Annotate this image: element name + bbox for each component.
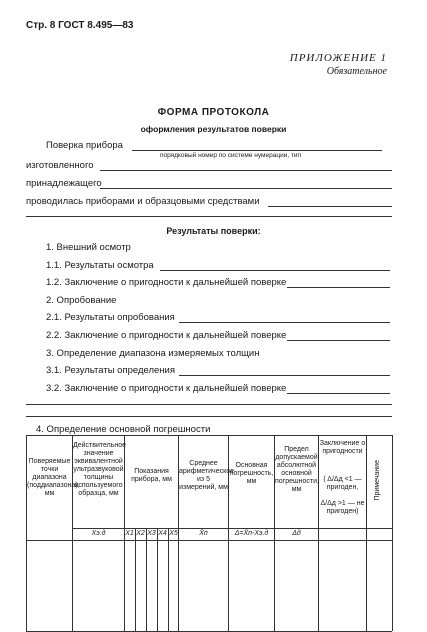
results-item: 3.2. Заключение о пригодности к дальнейшей поверке [46,382,287,394]
col-symbol-limit: Δд [292,530,301,537]
intro-field-manufactured [100,170,392,171]
intro-field-device [132,150,382,151]
results-item-field [179,322,390,323]
intro-label-instruments: проводилась приборами и образцовыми средствами [26,196,260,207]
results-item-field [287,393,390,394]
blank-line-2 [26,416,392,417]
col-symbol-actual: Xэ.д [91,530,106,537]
intro-label-device: Поверка прибора [46,140,123,151]
appendix-title: ПРИЛОЖЕНИЕ 1 [289,52,387,64]
section-4-title: 4. Определение основной погрешности [36,424,211,435]
col-header-mean: Среднее арифметическое из 5 измерений, мм [179,460,235,491]
results-item: 1. Внешний осмотр [46,242,131,253]
results-item: 2.1. Результаты опробования [46,312,175,324]
results-item: 3.1. Результаты определения [46,365,175,377]
col-header-actual: Действительное значение эквивалентной ультразвуковой толщины используемого образца, мм [73,442,127,497]
intro-label-manufactured: изготовленного [26,160,94,171]
intro-field-instruments-cont [26,216,392,217]
reading-symbol: X2 [136,530,145,537]
col-header-limit: Предел допускаемой абсолютной основной погрешности, мм [275,446,319,493]
intro-hint: порядковый номер по системе нумерации, тип [160,152,302,159]
reading-symbol: X5 [169,530,178,537]
reading-symbol: X1 [125,530,134,537]
col-header-conclusion-fit: ( Δ/Δд <1 — пригоден, [323,476,362,491]
results-item-field [287,287,390,288]
col-header-points: Поверяемые точки диапазона (поддиапазона), мм [27,458,80,497]
col-symbol-error: Δ=X̄п-Xэ.д [234,530,269,537]
results-item: 1.1. Результаты осмотра [46,259,154,271]
intro-label-owner: принадлежащего [26,178,102,189]
results-item: 2. Опробование [46,294,117,306]
results-item: 3. Определение диапазона измеряемых толщин [46,347,260,359]
results-item-field [287,340,390,341]
results-item-field [179,375,390,376]
appendix-status: Обязательное [326,66,387,77]
intro-field-owner [100,188,392,189]
col-header-conclusion-unfit: Δ/Δд >1 — не пригоден) [320,500,365,515]
col-header-note: Примечание [374,460,381,501]
results-item: 1.2. Заключение о пригодности к дальнейшей поверке [46,277,287,289]
results-item: 2.2. Заключение о пригодности к дальнейшей поверке [46,330,287,341]
blank-line-1 [26,404,392,405]
form-title: ФОРМА ПРОТОКОЛА [157,107,270,118]
col-header-conclusion: Заключение о пригодности [319,440,366,455]
page-header: Стр. 8 ГОСТ 8.495—83 [26,20,134,31]
form-subtitle: оформления результатов поверки [140,124,287,134]
col-symbol-mean: X̄п [199,530,208,537]
reading-symbol: X4 [158,530,167,537]
results-title: Результаты поверки: [166,226,261,236]
col-header-error: Основная погрешность, мм [229,462,274,485]
intro-field-instruments [268,206,392,207]
col-header-readings: Показания прибора, мм [131,468,172,483]
results-item-field [160,270,390,271]
reading-symbol: X3 [147,530,156,537]
